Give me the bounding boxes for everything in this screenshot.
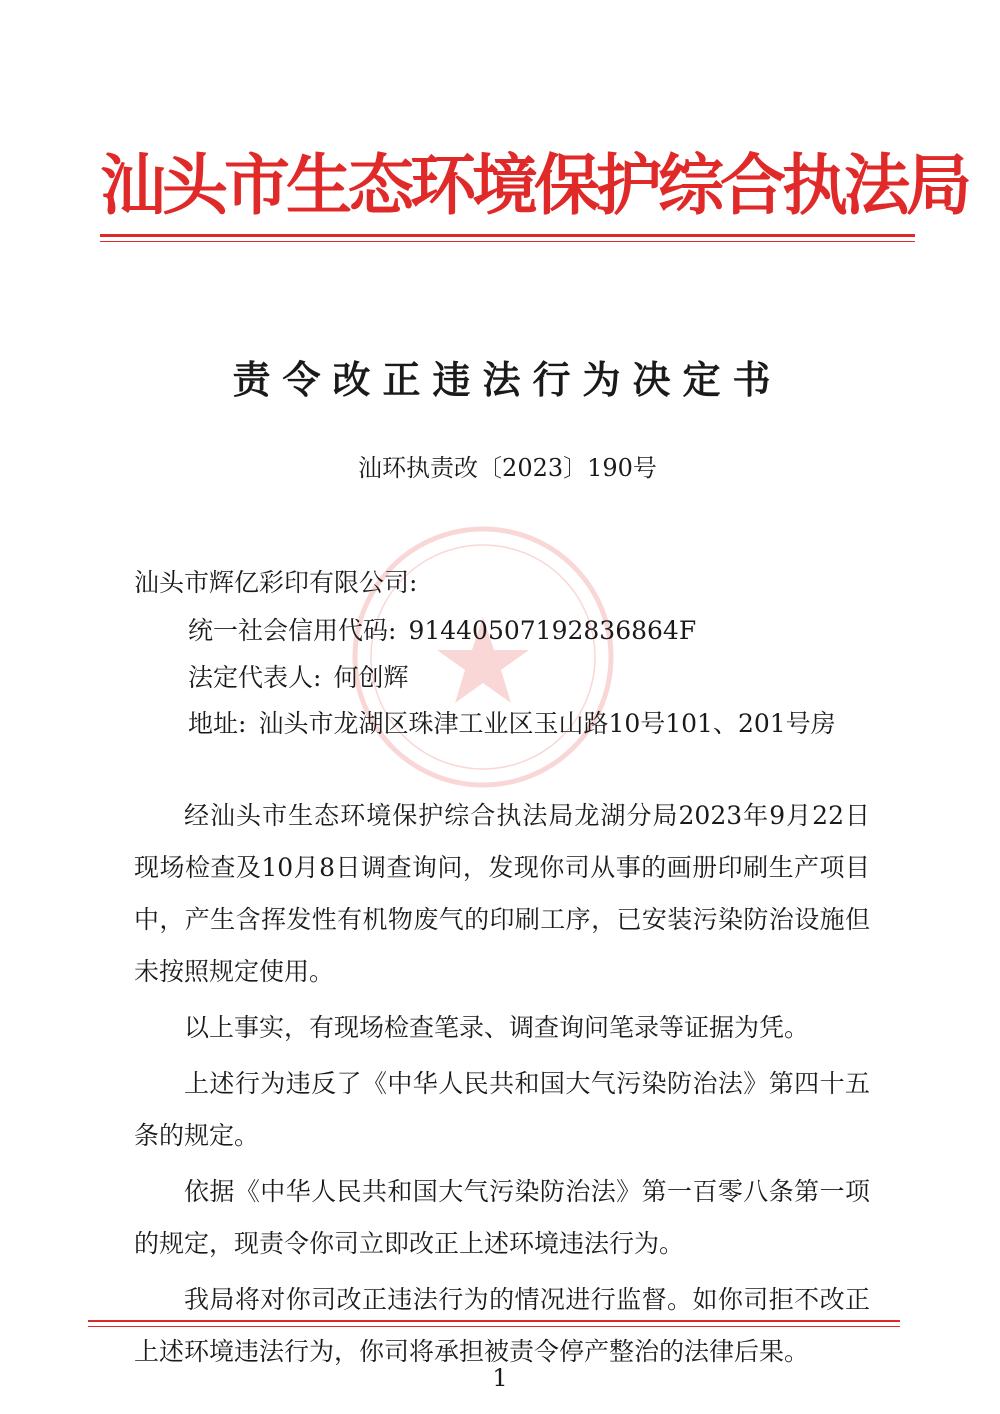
credit-code-value: 91440507192836864F [408,616,697,645]
body-paragraph: 依据《中华人民共和国大气污染防治法》第一百零八条第一项的规定，现责令你司立即改正上述环境违法行为。 [134,1177,870,1258]
body-paragraph: 经汕头市生态环境保护综合执法局龙湖分局2023年9月22日现场检查及10月8日调查询问，发现你司从事的画册印刷生产项目中，产生含挥发性有机物废气的印刷工序，已安装污染防治设施但未按照规定使用。 [134,801,870,986]
letterhead-divider-thin [100,241,915,242]
legal-rep-label: 法定代表人: [188,663,322,692]
footer-divider-thin [88,1326,900,1327]
document-title: 责令改正违法行为决定书 [232,357,783,402]
legal-rep-line [188,653,408,703]
page-number: 1 [492,1364,508,1392]
recipient-name: 汕头市辉亿彩印有限公司: [134,568,418,597]
body-paragraph: 我局将对你司改正违法行为的情况进行监督。如你司拒不改正上述环境违法行为，你司将承担被责令停产整治的法律后果。 [134,1285,870,1366]
body-paragraph: 上述行为违反了《中华人民共和国大气污染防治法》第四十五条的规定。 [134,1069,870,1150]
legal-rep-value: 何创辉 [333,663,409,692]
agency-letterhead: 汕头市生态环境保护综合执法局 [100,146,968,224]
letterhead-divider [100,234,915,237]
decision-body [134,790,870,1382]
address-line [188,699,836,749]
credit-code-label: 统一社会信用代码: [188,616,397,645]
credit-code-line [188,606,696,656]
footer-divider [88,1320,900,1322]
body-paragraph: 以上事实，有现场检查笔录、调查询问笔录等证据为凭。 [184,1013,810,1042]
address-value: 汕头市龙湖区珠津工业区玉山路10号101、201号房 [258,709,836,738]
document-number: 汕环执责改〔2023〕190号 [358,454,657,482]
address-label: 地址: [188,709,247,738]
